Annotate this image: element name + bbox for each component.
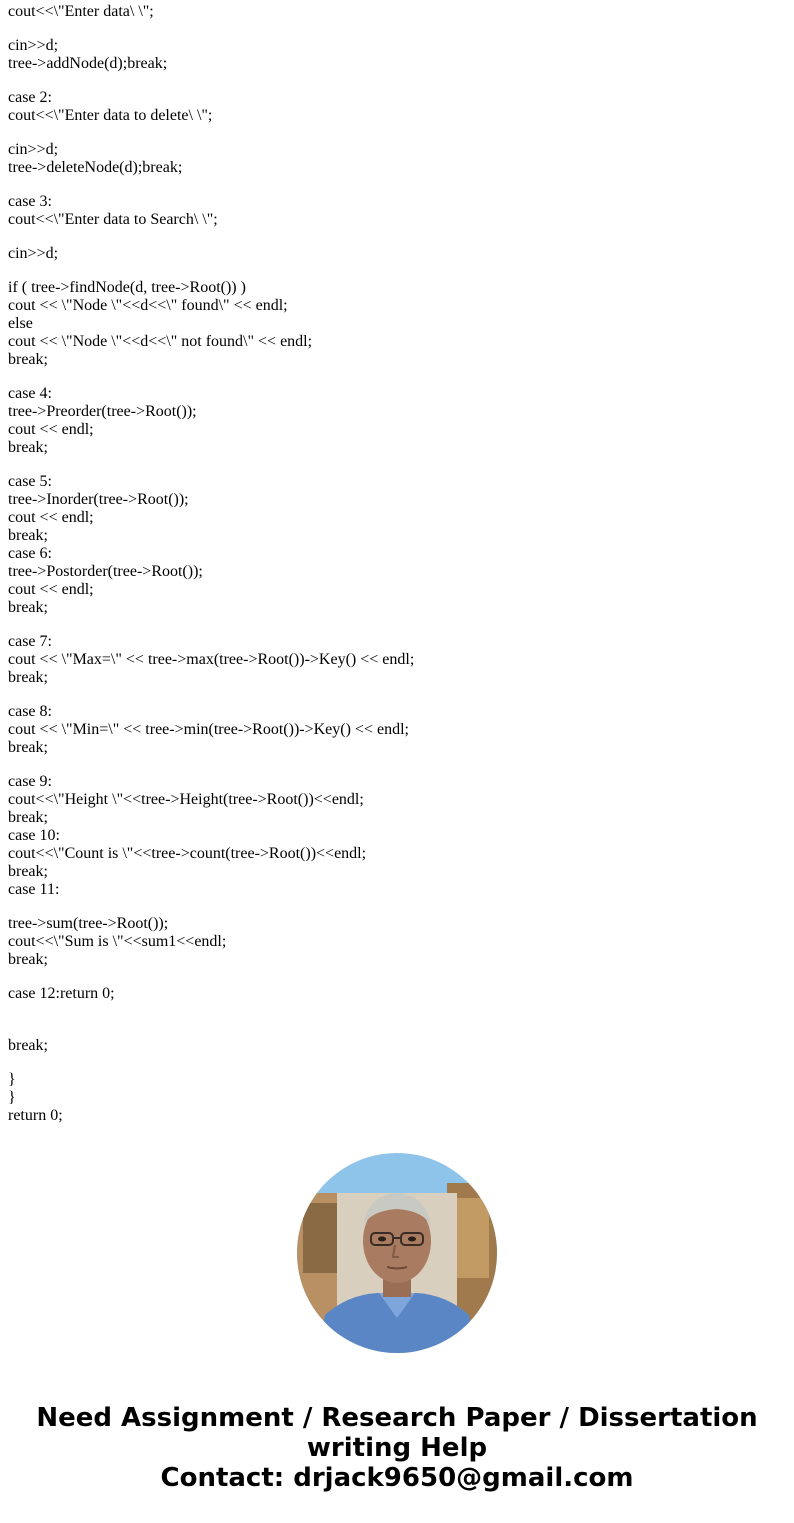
code-line: return 0; (8, 1107, 63, 1123)
code-line: case 11: (8, 881, 60, 898)
code-line: tree->sum(tree->Root()); (8, 915, 169, 932)
code-line: break; (8, 599, 48, 616)
code-line: cout<<\"Enter data\ \"; (8, 3, 154, 20)
code-line: cout<<\"Count is \"<<tree->count(tree->Root())<<endl; (8, 845, 367, 862)
author-avatar (297, 1153, 497, 1353)
code-line: case 12:return 0; (8, 985, 115, 1002)
code-line: case 8: (8, 703, 52, 720)
code-line: break; (8, 739, 48, 756)
code-line: case 3: (8, 193, 52, 210)
code-line: cout<<\"Enter data to delete\ \"; (8, 107, 213, 124)
code-line: cout << \"Max=\" << tree->max(tree->Root())->Key() << endl; (8, 651, 415, 668)
code-line: cout << endl; (8, 581, 94, 598)
code-line: break; (8, 669, 48, 686)
code-line: tree->Postorder(tree->Root()); (8, 563, 203, 580)
code-line: cout<<\"Sum is \"<<sum1<<endl; (8, 933, 227, 950)
code-line: case 4: (8, 385, 52, 402)
code-line: cin>>d; (8, 141, 59, 158)
code-line: cout << \"Min=\" << tree->min(tree->Root())->Key() << endl; (8, 721, 409, 738)
promo-line-1: Need Assignment / Research Paper / Dissertation (36, 1403, 758, 1433)
promo-contact-email: Contact: drjack9650@gmail.com (160, 1463, 634, 1493)
code-line: tree->Preorder(tree->Root()); (8, 403, 197, 420)
code-line: break; (8, 351, 48, 368)
code-line: case 5: (8, 473, 52, 490)
promo-line-2: writing Help (306, 1433, 488, 1463)
code-line: case 9: (8, 773, 52, 790)
code-line: cout << \"Node \"<<d<<\" found\" << endl; (8, 297, 288, 314)
code-line: break; (8, 809, 48, 826)
code-line: break; (8, 527, 48, 544)
code-line: break; (8, 439, 48, 456)
code-line: break; (8, 1037, 48, 1054)
author-portrait-image (297, 1153, 497, 1353)
code-line: if ( tree->findNode(d, tree->Root()) ) (8, 279, 246, 296)
code-line: else (8, 315, 33, 332)
code-line: cout << endl; (8, 421, 94, 438)
code-line: cout << \"Node \"<<d<<\" not found\" << endl; (8, 333, 313, 350)
code-line: } (8, 1071, 16, 1088)
code-line: cin>>d; (8, 37, 59, 54)
code-line: cout << endl; (8, 509, 94, 526)
code-line: tree->Inorder(tree->Root()); (8, 491, 189, 508)
code-line: break; (8, 951, 48, 968)
code-line: tree->deleteNode(d);break; (8, 159, 183, 176)
code-line: cin>>d; (8, 245, 59, 262)
code-line: tree->addNode(d);break; (8, 55, 168, 72)
code-line: case 2: (8, 89, 52, 106)
code-line: case 10: (8, 827, 60, 844)
code-line: case 7: (8, 633, 52, 650)
code-listing (8, 3, 788, 1123)
code-line: cout<<\"Height \"<<tree->Height(tree->Root())<<endl; (8, 791, 364, 808)
code-line: cout<<\"Enter data to Search\ \"; (8, 211, 218, 228)
code-line: } (8, 1089, 16, 1106)
promo-banner (0, 1403, 794, 1493)
code-line: break; (8, 863, 48, 880)
code-line: case 6: (8, 545, 52, 562)
